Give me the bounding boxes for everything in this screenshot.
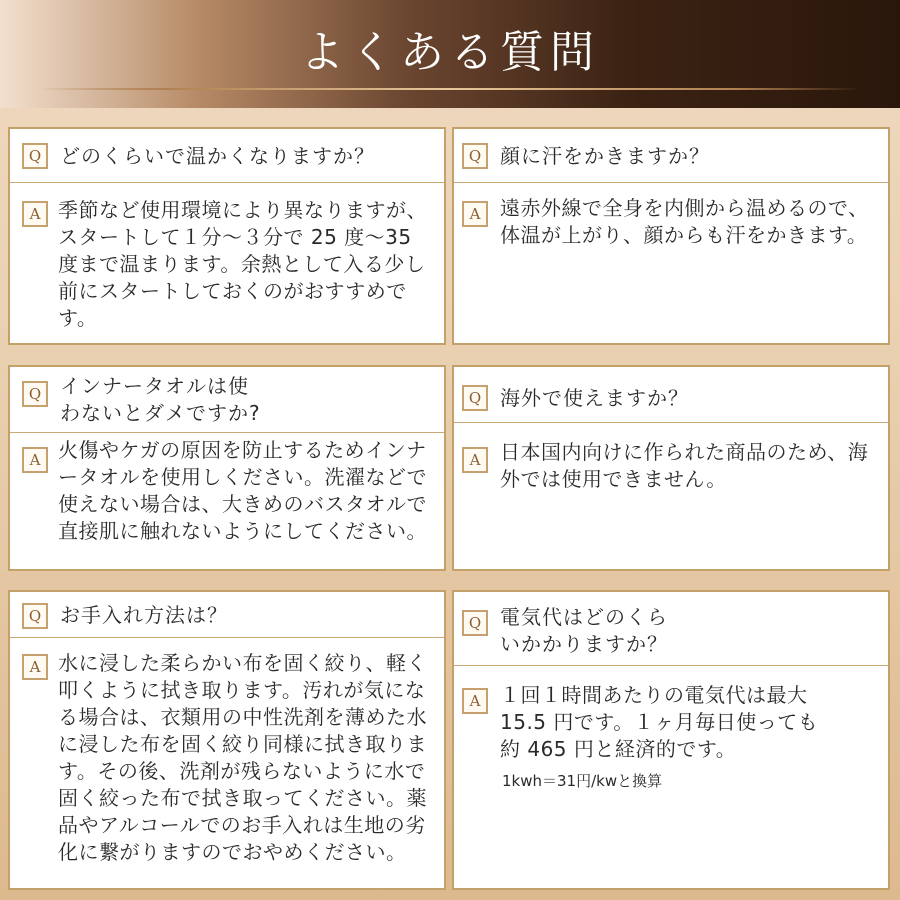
faq-question: インナータオルは使わないとダメですか? bbox=[60, 374, 261, 425]
q-icon: Q bbox=[22, 143, 48, 169]
faq-card-1 bbox=[8, 127, 446, 345]
faq-question-row bbox=[10, 367, 444, 433]
faq-answer: 水に浸した柔らかい布を固く絞り、軽く叩くように拭き取ります。汚れが気になる場合は、衣類用の中性洗剤を薄めた水に浸した布を固く絞り同様に拭き取ります。その後、洗剤が残らないように水で固く絞った布で拭き取ってください。薬品やアルコールでのお手入れは生地の劣化に繋がりますのでおやめください。 bbox=[58, 651, 427, 864]
q-icon: Q bbox=[22, 381, 48, 407]
faq-question: お手入れ方法は？ bbox=[60, 603, 228, 627]
faq-answer: 日本国内向けに作られた商品のため、海外では使用できません。 bbox=[500, 440, 869, 491]
faq-question-row bbox=[454, 129, 888, 183]
q-icon: Q bbox=[462, 385, 488, 411]
a-icon: A bbox=[462, 201, 488, 227]
a-icon: A bbox=[22, 447, 48, 473]
faq-answer: 火傷やケガの原因を防止するためインナータオルを使用しください。洗濯などで使えない場合は、大きめのバスタオルで直接肌に触れないようにしてください。 bbox=[58, 438, 427, 543]
faq-question: 海外で使えますか？ bbox=[500, 386, 689, 410]
faq-question-row bbox=[10, 592, 444, 638]
a-icon: A bbox=[462, 688, 488, 714]
faq-question: どのくらいで温かくなりますか？ bbox=[60, 144, 375, 168]
faq-question-row bbox=[454, 367, 888, 423]
faq-question-row bbox=[454, 592, 888, 666]
page-title: よくある質問 bbox=[300, 27, 600, 78]
header-divider bbox=[40, 88, 860, 90]
faq-card-5 bbox=[8, 590, 446, 890]
a-icon: A bbox=[22, 201, 48, 227]
q-icon: Q bbox=[462, 143, 488, 169]
faq-question: 電気代はどのくらいかかりますか？ bbox=[500, 605, 668, 656]
faq-question-row bbox=[10, 129, 444, 183]
q-icon: Q bbox=[22, 603, 48, 629]
faq-note: 1kwh＝31円/kwと換算 bbox=[502, 772, 663, 790]
faq-answer: 遠赤外線で全身を内側から温めるので、体温が上がり、顔からも汗をかきます。 bbox=[500, 196, 869, 247]
faq-card-4 bbox=[452, 365, 890, 571]
a-icon: A bbox=[462, 447, 488, 473]
faq-card-2 bbox=[452, 127, 890, 345]
faq-answer: １回１時間あたりの電気代は最大15.5 円です。１ヶ月毎日使っても約 465 円と経済的です。 bbox=[500, 683, 819, 761]
a-icon: A bbox=[22, 654, 48, 680]
q-icon: Q bbox=[462, 610, 488, 636]
faq-card-6 bbox=[452, 590, 890, 890]
faq-card-3 bbox=[8, 365, 446, 571]
faq-question: 顔に汗をかきますか？ bbox=[500, 144, 710, 168]
header-banner bbox=[0, 0, 900, 108]
faq-answer: 季節など使用環境により異なりますが、スタートして１分〜３分で 25 度〜35 度まで温まります。余熱として入る少し前にスタートしておくのがおすすめです。 bbox=[58, 198, 427, 330]
